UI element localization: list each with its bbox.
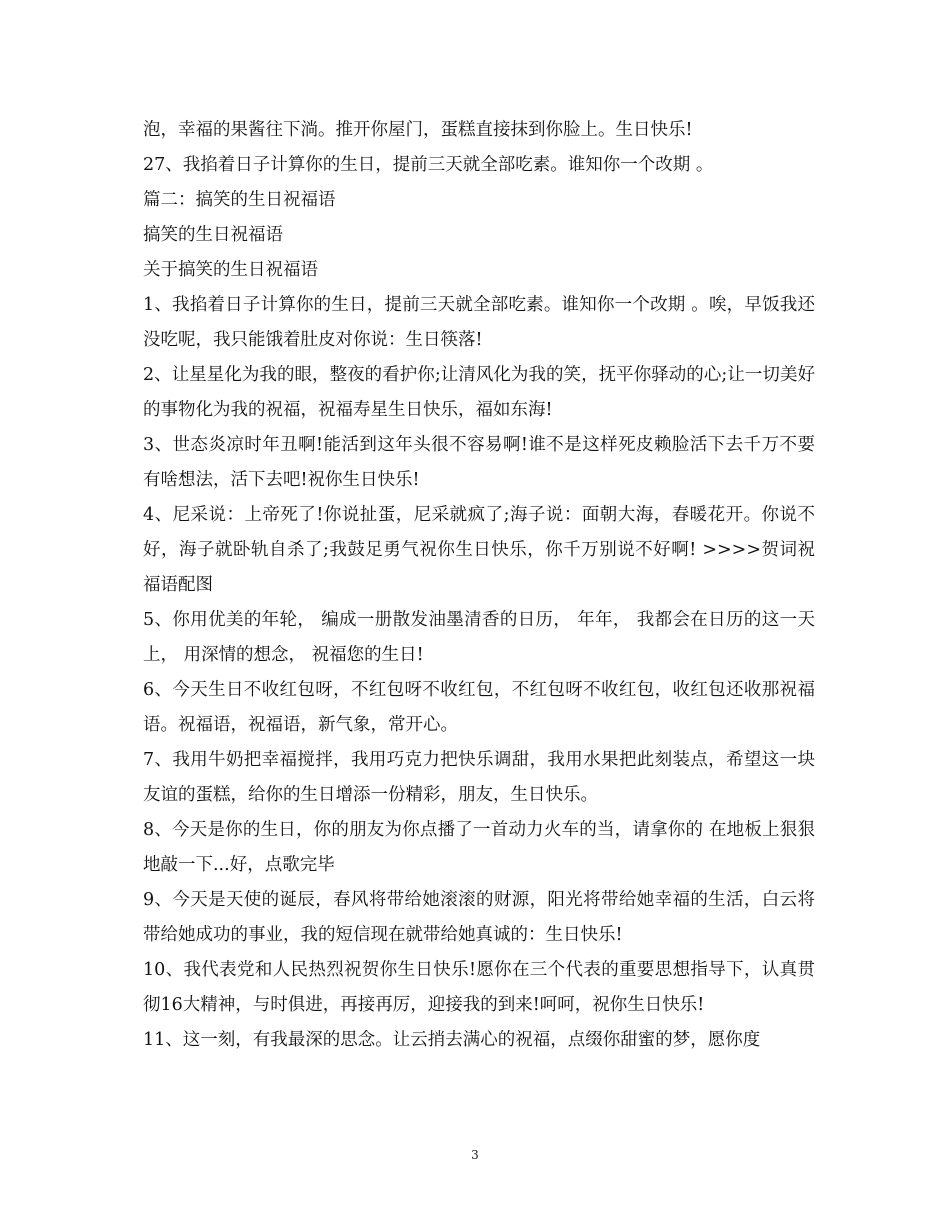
paragraph-wish-4: 4、尼采说：上帝死了!你说扯蛋，尼采就疯了;海子说：面朝大海，春暖花开。你说不好，海子就卧轨自杀了;我鼓足勇气祝你生日快乐，你千万别说不好啊! >>>>贺词祝福语配图 (143, 505, 815, 595)
paragraph-wish-2: 2、让星星化为我的眼，整夜的看护你;让清风化为我的笑，抚平你驿动的心;让一切美好的事物化为我的祝福，祝福寿星生日快乐，福如东海! (143, 365, 815, 420)
paragraph-wish-8: 8、今天是你的生日，你的朋友为你点播了一首动力火车的当，请拿你的 在地板上狠狠地敲一下...好，点歌完毕 (143, 820, 815, 875)
paragraph-wish-5: 5、你用优美的年轮， 编成一册散发油墨清香的日历， 年年， 我都会在日历的这一天上， 用深情的想念， 祝福您的生日! (143, 610, 815, 665)
paragraph-continued-wish-26: 泡，幸福的果酱往下淌。推开你屋门，蛋糕直接抹到你脸上。生日快乐! (143, 120, 693, 140)
paragraph-wish-1: 1、我掐着日子计算你的生日，提前三天就全部吃素。谁知你一个改期 。唉，早饭我还没吃呢，我只能饿着肚皮对你说：生日筷落! (143, 295, 815, 350)
page-number: 3 (471, 1148, 479, 1162)
paragraph-wish-9: 9、今天是天使的诞辰，春风将带给她滚滚的财源，阳光将带给她幸福的生活，白云将带给她成功的事业，我的短信现在就带给她真诚的：生日快乐! (143, 890, 815, 945)
section-heading: 篇二：搞笑的生日祝福语 (143, 190, 336, 210)
document-body (143, 113, 815, 1058)
paragraph-wish-7: 7、我用牛奶把幸福搅拌，我用巧克力把快乐调甜，我用水果把此刻装点，希望这一块友谊的蛋糕，给你的生日增添一份精彩，朋友，生日快乐。 (143, 750, 815, 805)
paragraph-wish-3: 3、世态炎凉时年丑啊!能活到这年头很不容易啊!谁不是这样死皮赖脸活下去千万不要有啥想法，活下去吧!祝你生日快乐! (143, 435, 815, 490)
section-title: 搞笑的生日祝福语 (143, 225, 283, 245)
paragraph-wish-6: 6、今天生日不收红包呀，不红包呀不收红包，不红包呀不收红包，收红包还收那祝福语。祝福语，祝福语，新气象，常开心。 (143, 680, 815, 735)
paragraph-wish-10: 10、我代表党和人民热烈祝贺你生日快乐!愿你在三个代表的重要思想指导下，认真贯彻16大精神，与时俱进，再接再厉，迎接我的到来!呵呵，祝你生日快乐! (143, 960, 815, 1015)
paragraph-wish-11: 11、这一刻，有我最深的思念。让云捎去满心的祝福，点缀你甜蜜的梦，愿你度 (143, 1030, 761, 1050)
paragraph-wish-27: 27、我掐着日子计算你的生日，提前三天就全部吃素。谁知你一个改期 。 (143, 155, 714, 175)
section-subtitle: 关于搞笑的生日祝福语 (143, 260, 318, 280)
